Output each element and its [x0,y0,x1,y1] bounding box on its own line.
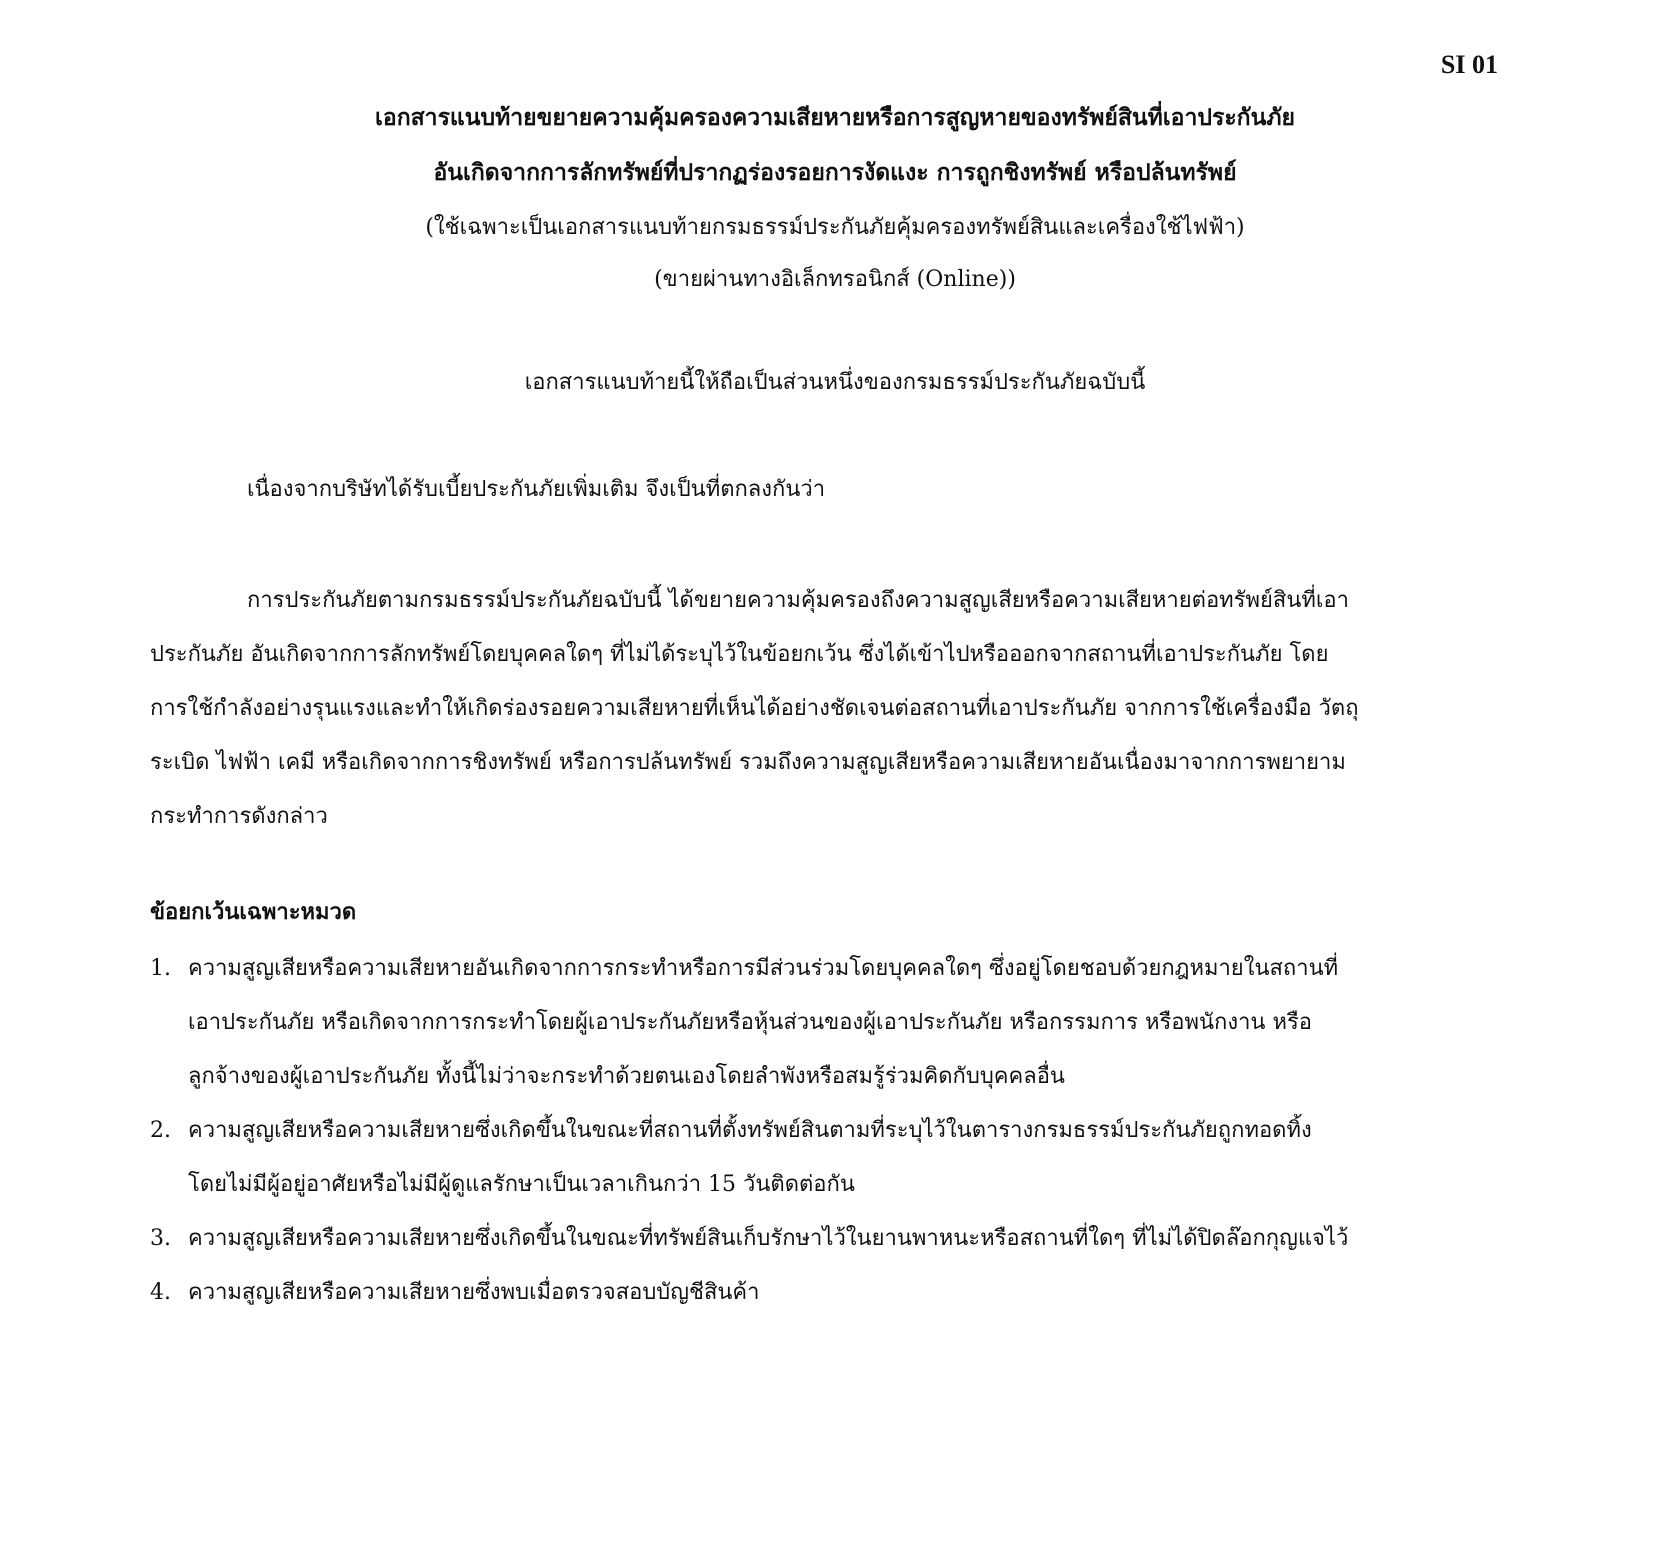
exclusion-line: ความสูญเสียหรือความเสียหายอันเกิดจากการกระทำหรือการมีส่วนร่วมโดยบุคคลใดๆ ซึ่งอยู่โดยชอบด้วยกฎหมายในสถานที่ [188,956,1339,981]
document-code: SI 01 [1440,50,1498,79]
exclusion-line: ความสูญเสียหรือความเสียหายซึ่งเกิดขึ้นในขณะที่สถานที่ตั้งทรัพย์สินตามที่ระบุไว้ในตารางกรมธรรม์ประกันภัยถูกทอดทิ้ง [188,1118,1312,1143]
document-subtitle-line-1: (ใช้เฉพาะเป็นเอกสารแนบท้ายกรมธรรม์ประกันภัยคุ้มครองทรัพย์สินและเครื่องใช้ไฟฟ้า) [425,215,1245,240]
exclusion-line: ความสูญเสียหรือความเสียหายซึ่งเกิดขึ้นในขณะที่ทรัพย์สินเก็บรักษาไว้ในยานพาหนะหรือสถานที่ใดๆ ที่ไม่ได้ปิดล๊อกกุญแจไว้ [188,1226,1349,1251]
document-subtitle-line-2: (ขายผ่านทางอิเล็กทรอนิกส์ (Online)) [654,267,1016,292]
document-title-line-2: อันเกิดจากการลักทรัพย์ที่ปรากฏร่องรอยการงัดแงะ การถูกชิงทรัพย์ หรือปล้นทรัพย์ [433,159,1237,186]
exclusion-number: 4. [150,1280,171,1305]
coverage-line: การใช้กำลังอย่างรุนแรงและทำให้เกิดร่องรอยความเสียหายที่เห็นได้อย่างชัดเจนต่อสถานที่เอาประกันภัย จากการใช้เครื่องมือ วัตถุ [150,696,1359,721]
coverage-line: การประกันภัยตามกรมธรรม์ประกันภัยฉบับนี้ ได้ขยายความคุ้มครองถึงความสูญเสียหรือความเสียหายต่อทรัพย์สินที่เอา [247,588,1349,613]
exclusion-item [150,1266,1520,1320]
attachment-note: เอกสารแนบท้ายนี้ให้ถือเป็นส่วนหนึ่งของกรมธรรม์ประกันภัยฉบับนี้ [524,370,1146,395]
exclusion-number: 1. [150,956,171,981]
exclusion-number: 2. [150,1118,171,1143]
exclusion-line: โดยไม่มีผู้อยู่อาศัยหรือไม่มีผู้ดูแลรักษาเป็นเวลาเกินกว่า 15 วันติดต่อกัน [188,1172,855,1197]
exclusion-line: เอาประกันภัย หรือเกิดจากการกระทำโดยผู้เอาประกันภัยหรือหุ้นส่วนของผู้เอาประกันภัย หรือกรรมการ หรือพนักงาน หรือ [188,1010,1312,1035]
exclusion-item [150,942,1520,1104]
exclusion-item [150,1104,1520,1212]
coverage-line: กระทำการดังกล่าว [150,804,328,829]
document-title-line-1: เอกสารแนบท้ายขยายความคุ้มครองความเสียหายหรือการสูญหายของทรัพย์สินที่เอาประกันภัย [375,104,1295,131]
exclusion-item [150,1212,1520,1266]
exclusion-line: ลูกจ้างของผู้เอาประกันภัย ทั้งนี้ไม่ว่าจะกระทำด้วยตนเองโดยลำพังหรือสมรู้ร่วมคิดกับบุคคลอื่น [188,1064,1065,1089]
exclusions-heading: ข้อยกเว้นเฉพาะหมวด [150,899,357,925]
premise-paragraph: เนื่องจากบริษัทได้รับเบี้ยประกันภัยเพิ่มเติม จึงเป็นที่ตกลงกันว่า [247,477,826,502]
exclusion-number: 3. [150,1226,171,1251]
coverage-paragraph [150,574,1520,844]
coverage-line: ระเบิด ไฟฟ้า เคมี หรือเกิดจากการชิงทรัพย์ หรือการปล้นทรัพย์ รวมถึงความสูญเสียหรือความเสียหายอันเนื่องมาจากการพยายาม [150,750,1346,775]
exclusion-line: ความสูญเสียหรือความเสียหายซึ่งพบเมื่อตรวจสอบบัญชีสินค้า [188,1280,760,1305]
coverage-line: ประกันภัย อันเกิดจากการลักทรัพย์โดยบุคคลใดๆ ที่ไม่ได้ระบุไว้ในข้อยกเว้น ซึ่งได้เข้าไปหรือออกจากสถานที่เอาประกันภัย โดย [150,642,1329,667]
exclusions-list [150,942,1520,1320]
